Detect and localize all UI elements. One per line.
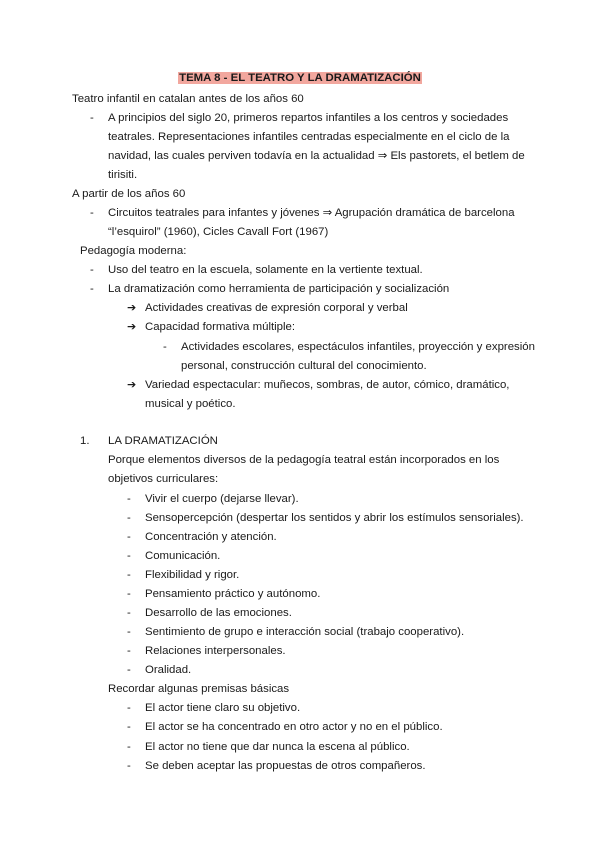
list-item-line: teatrales. Representaciones infantiles centradas especialmente en el ciclo de la	[108, 131, 510, 143]
dash-bullet: -	[127, 760, 131, 772]
section-heading: Teatro infantil en catalan antes de los años 60	[72, 93, 304, 105]
dash-bullet: -	[127, 588, 131, 600]
dash-bullet: -	[127, 607, 131, 619]
objective-item: Relaciones interpersonales.	[145, 645, 286, 657]
dash-bullet: -	[90, 264, 94, 276]
premise-item: Se deben aceptar las propuestas de otros compañeros.	[145, 760, 426, 772]
premise-item: El actor no tiene que dar nunca la escena al público.	[145, 741, 410, 753]
objective-item: Desarrollo de las emociones.	[145, 607, 292, 619]
objective-item: Sensopercepción (despertar los sentidos y abrir los estímulos sensoriales).	[145, 512, 524, 524]
objective-item: Flexibilidad y rigor.	[145, 569, 240, 581]
section-number: 1.	[80, 435, 90, 447]
objective-item: Concentración y atención.	[145, 531, 277, 543]
paragraph-line: Porque elementos diversos de la pedagogía teatral están incorporados en los	[108, 454, 500, 466]
subsection-heading: Recordar algunas premisas básicas	[108, 683, 290, 695]
list-item-line: Circuitos teatrales para infantes y jóvenes ⇒ Agrupación dramática de barcelona	[108, 207, 515, 219]
list-item: Uso del teatro en la escuela, solamente en la vertiente textual.	[108, 264, 423, 276]
dash-bullet: -	[127, 493, 131, 505]
list-item-line: tirisiti.	[108, 169, 138, 181]
dash-bullet: -	[90, 112, 94, 124]
dash-bullet: -	[127, 626, 131, 638]
dash-bullet: -	[127, 569, 131, 581]
premise-item: El actor tiene claro su objetivo.	[145, 702, 301, 714]
page-title	[0, 71, 600, 86]
dash-bullet: -	[127, 531, 131, 543]
dash-bullet: -	[90, 207, 94, 219]
sub-list-item-line: musical y poético.	[145, 398, 236, 410]
dash-bullet: -	[127, 741, 131, 753]
list-item-line: “l’esquirol” (1960), Cicles Cavall Fort (1967)	[108, 226, 329, 238]
objective-item: Pensamiento práctico y autónomo.	[145, 588, 321, 600]
arrow-bullet-icon: ➔	[127, 379, 137, 391]
sub-list-item-line: Variedad espectacular: muñecos, sombras, de autor, cómico, dramático,	[145, 379, 510, 391]
paragraph-line: objetivos curriculares:	[108, 473, 219, 485]
title-highlight: TEMA 8 - EL TEATRO Y LA DRAMATIZACIÓN	[179, 72, 421, 84]
premise-item: El actor se ha concentrado en otro actor y no en el público.	[145, 721, 443, 733]
dash-bullet: -	[163, 341, 167, 353]
objective-item: Vivir el cuerpo (dejarse llevar).	[145, 493, 299, 505]
objective-item: Comunicación.	[145, 550, 221, 562]
arrow-bullet-icon: ➔	[127, 302, 137, 314]
list-item: La dramatización como herramienta de participación y socialización	[108, 283, 450, 295]
sub-sub-list-item-line: Actividades escolares, espectáculos infantiles, proyección y expresión	[181, 341, 535, 353]
sub-list-item: Actividades creativas de expresión corporal y verbal	[145, 302, 408, 314]
dash-bullet: -	[127, 550, 131, 562]
section-heading: A partir de los años 60	[72, 188, 186, 200]
section-heading: LA DRAMATIZACIÓN	[108, 435, 218, 447]
dash-bullet: -	[127, 664, 131, 676]
list-item-line: A principios del siglo 20, primeros repartos infantiles a los centros y sociedades	[108, 112, 509, 124]
dash-bullet: -	[127, 721, 131, 733]
section-heading: Pedagogía moderna:	[80, 245, 187, 257]
dash-bullet: -	[127, 512, 131, 524]
sub-list-item: Capacidad formativa múltiple:	[145, 321, 296, 333]
sub-sub-list-item-line: personal, construcción cultural del conocimiento.	[181, 360, 427, 372]
list-item-line: navidad, las cuales perviven todavía en la actualidad ⇒ Els pastorets, el betlem de	[108, 150, 525, 162]
arrow-bullet-icon: ➔	[127, 321, 137, 333]
dash-bullet: -	[127, 645, 131, 657]
dash-bullet: -	[127, 702, 131, 714]
objective-item: Sentimiento de grupo e interacción social (trabajo cooperativo).	[145, 626, 465, 638]
objective-item: Oralidad.	[145, 664, 192, 676]
dash-bullet: -	[90, 283, 94, 295]
